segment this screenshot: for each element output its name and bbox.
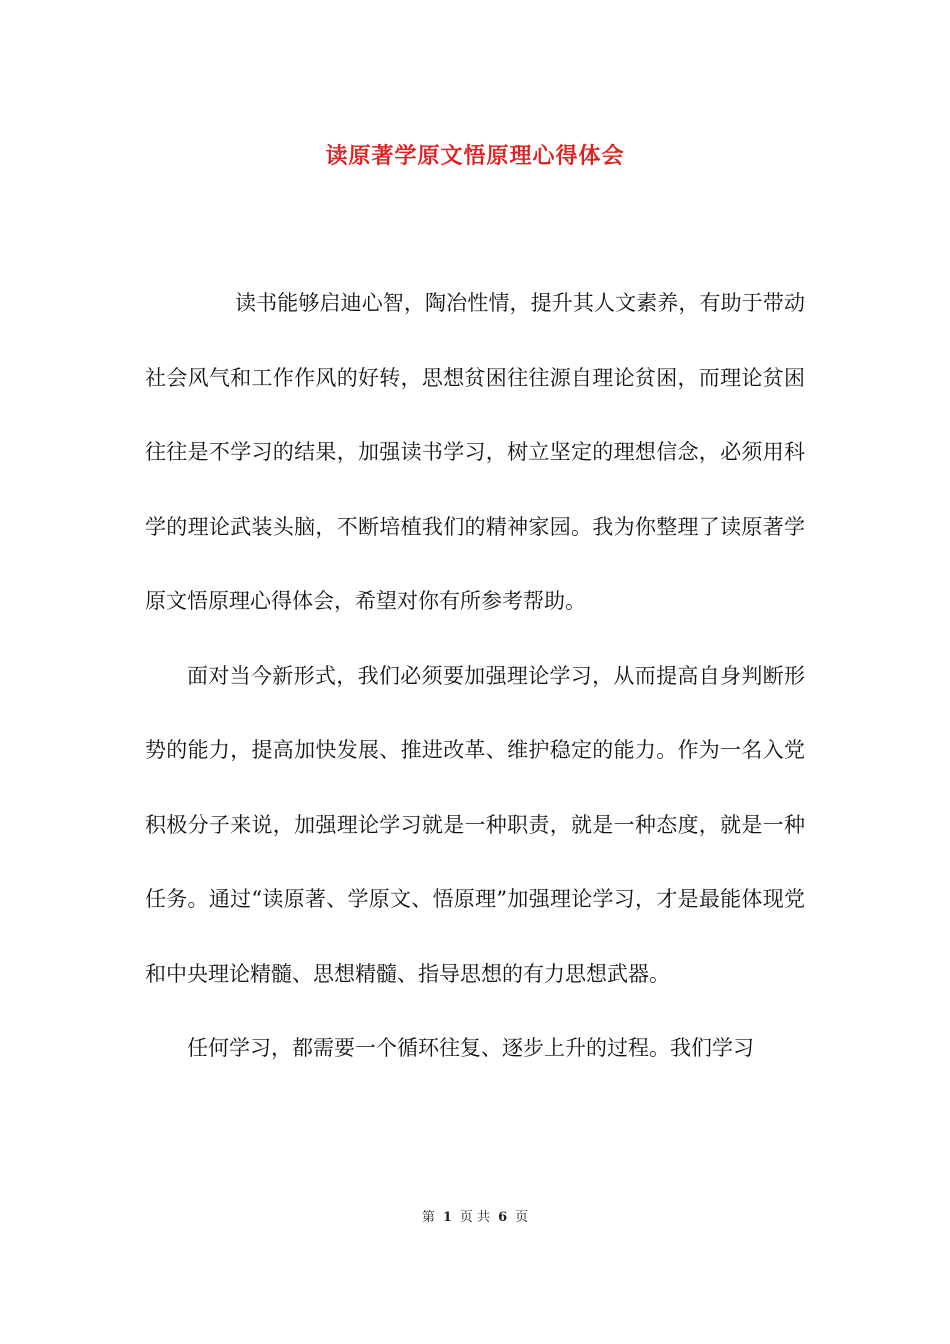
page-footer	[0, 1208, 950, 1228]
footer-total-pages: 6	[498, 1210, 508, 1225]
footer-suffix: 页	[515, 1210, 529, 1225]
footer-prefix: 第	[421, 1210, 435, 1225]
paragraph-2: 面对当今新形式，我们必须要加强理论学习，从而提高自身判断形势的能力，提高加快发展、推进改革、维护稳定的能力。作为一名入党积极分子来说，加强理论学习就是一种职责，就是一种态度，就是一种任务。通过“读原著、学原文、悟原理”加强理论学习，才是最能体现党和中央理论精髓、思想精髓、指导思想的有力思想武器。	[145, 663, 805, 986]
document-body	[145, 266, 805, 1086]
document-title: 读原著学原文悟原理心得体会	[325, 143, 625, 169]
footer-middle: 页 共	[459, 1210, 491, 1225]
footer-current-page: 1	[442, 1210, 452, 1225]
paragraph-3: 任何学习，都需要一个循环往复、逐步上升的过程。我们学习	[187, 1036, 754, 1060]
paragraph-1: 读书能够启迪心智，陶冶性情，提升其人文素养，有助于带动社会风气和工作作风的好转，思想贫困往往源自理论贫困，而理论贫困往往是不学习的结果，加强读书学习，树立坚定的理想信念，必须用科学的理论武装头脑，不断培植我们的精神家园。我为你整理了读原著学原文悟原理心得体会，希望对你有所参考帮助。	[145, 291, 805, 613]
